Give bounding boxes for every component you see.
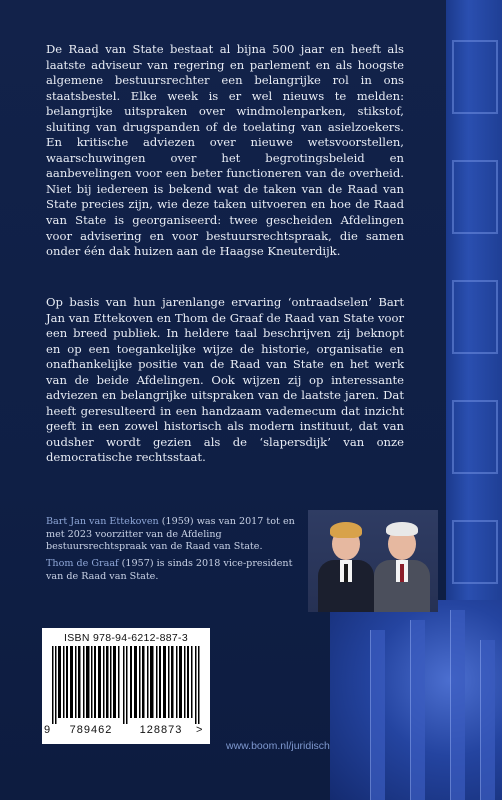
author-bio-de-graaf xyxy=(46,558,306,583)
blurb-paragraph-1-text: De Raad van State bestaat al bijna 500 jaar en heeft als laatste adviseur van regering en parlement en als hoogste algemene bestuursrechter een belangrijke rol in ons staatsbestel. Elke week is er wel nieuws te melden: belangrijke uitspraken over windmolenparken, stikstof, sluiting van drugspanden of de toelating van asielzoekers. En kritische adviezen over nieuwe wetsvoorstellen, waarschuwingen over het begrotingsbeleid en aanbevelingen voor een beter functioneren van de overheid. Niet bij iedereen is bekend wat de taken van de Raad van State precies zijn, wie deze taken uitvoeren en hoe de Raad van State is georganiseerd: twee gescheiden Afdelingen voor advisering en voor bestuursrechtspraak, die samen onder één dak huizen aan de Haagse Kneuterdijk. xyxy=(46,42,404,259)
barcode-marker: > xyxy=(196,724,204,736)
barcode-digits xyxy=(44,724,208,736)
author-figure-right xyxy=(374,516,430,612)
blurb-paragraph-1 xyxy=(46,42,404,260)
barcode-digit-first: 9 xyxy=(44,724,52,736)
publisher-url[interactable]: www.boom.nl/juridisch xyxy=(226,740,330,752)
author-bio-ettekoven-text: (1959) was van 2017 tot en met 2023 voorzitter van de Afdeling bestuursrechtspraak van de Raad van State. xyxy=(46,516,295,553)
barcode-bars xyxy=(52,646,200,724)
barcode-digits-group-1: 789462 xyxy=(69,724,113,736)
author-bio-de-graaf-text: (1957) is sinds 2018 vice-president van de Raad van State. xyxy=(46,558,293,582)
author-bio-ettekoven xyxy=(46,516,306,554)
blurb-paragraph-2 xyxy=(46,295,404,466)
author-figure-left xyxy=(318,516,374,612)
barcode-digits-group-2: 128873 xyxy=(139,724,183,736)
isbn-barcode xyxy=(42,628,210,744)
author-name-de-graaf: Thom de Graaf xyxy=(46,558,119,569)
isbn-label: ISBN 978-94-6212-887-3 xyxy=(64,632,188,644)
blurb-paragraph-2-text: Op basis van hun jarenlange ervaring ‘ontraadselen’ Bart Jan van Ettekoven en Thom de Graaf de Raad van State voor een breed publiek. In heldere taal beschrijven zij beknopt en op een toegankelijke wijze de historie, organisatie en onafhankelijke positie van de Raad van State en het werk van de beide Afdelingen. Ook wijzen zij op interessante adviezen en belangrijke uitspraken van de laatste jaren. Dat heeft geresulteerd in een handzaam vademecum dat inzicht geeft in een zowel historisch als modern instituut, dat van oudsher wordt gezien als de ‘slapersdijk’ van onze democratische rechtsstaat. xyxy=(46,295,404,465)
author-name-ettekoven: Bart Jan van Ettekoven xyxy=(46,516,159,527)
authors-photo xyxy=(308,510,438,612)
building-entrance-photo xyxy=(330,600,502,800)
